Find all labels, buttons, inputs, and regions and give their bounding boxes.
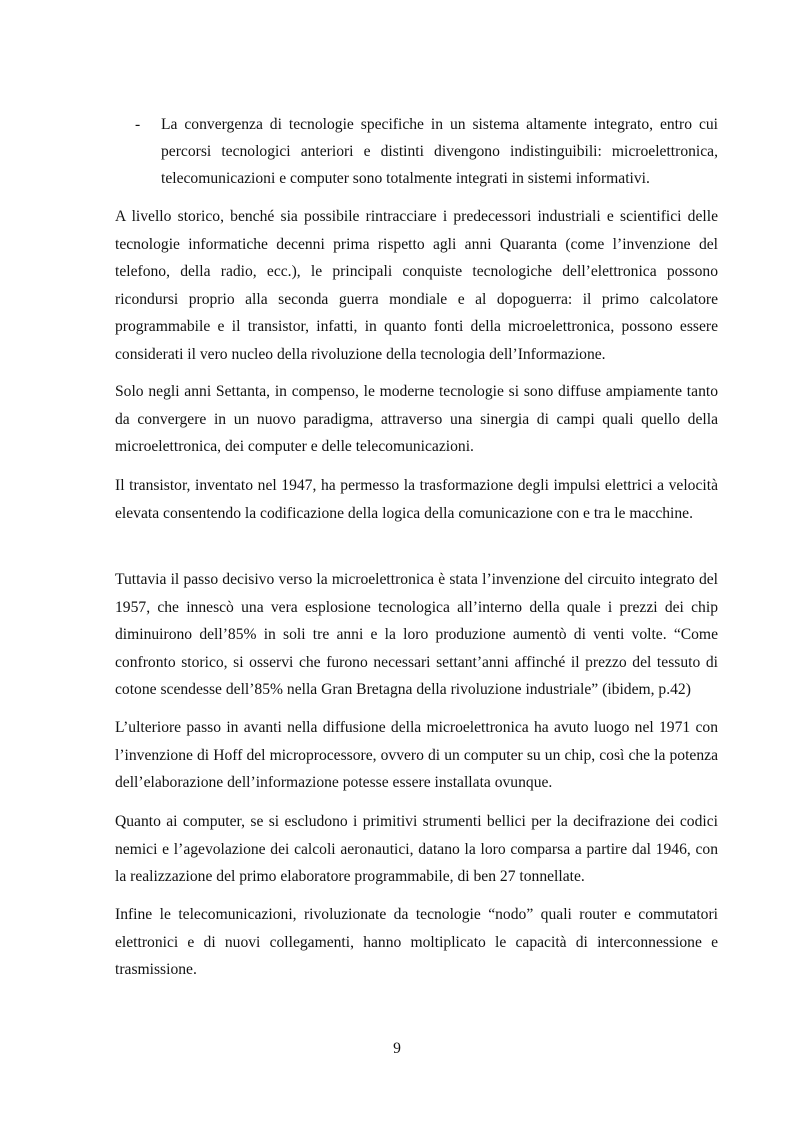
paragraph-historical-context: A livello storico, benché sia possibile rintracciare i predecessori industriali e scientifici delle tecnologie informatiche decenni prima rispetto agli anni Quaranta (come l’invenzione del telefono, della radio, ecc.), le principali conquiste tecnologiche dell’elettronica possono ricondursi proprio alla seconda guerra mondiale e al dopoguerra: il primo calcolatore programmabile e il transistor, infatti, in quanto fonti della microelettronica, possono essere considerati il vero nucleo della rivoluzione della tecnologia dell’Informazione.: [115, 208, 718, 363]
page-number: 9: [393, 1040, 401, 1057]
paragraph-integrated-circuit: Tuttavia il passo decisivo verso la microelettronica è stata l’invenzione del circuito integrato del 1957, che innescò una vera esplosione tecnologica all’interno della quale i prezzi dei chip diminuirono dell’85% in soli tre anni e la loro produzione aumentò di venti volte. “Come confronto storico, si osservi che furono necessari settant’anni affinché il prezzo del tessuto di cotone scendesse dell’85% nella Gran Bretagna della rivoluzione industriale” (ibidem, p.42): [115, 571, 718, 698]
bullet-marker: -: [135, 116, 141, 133]
paragraph-transistor: Il transistor, inventato nel 1947, ha permesso la trasformazione degli impulsi elettrici a velocità elevata consentendo la codificazione della logica della comunicazione con e tra le macchine.: [115, 477, 718, 522]
paragraph-microprocessor: L’ulteriore passo in avanti nella diffusione della microelettronica ha avuto luogo nel 1971 con l’invenzione di Hoff del microprocessore, ovvero di un computer su un chip, così che la potenza dell’elaborazione dell’informazione potesse essere installata ovunque.: [115, 719, 718, 791]
bullet-text: La convergenza di tecnologie specifiche in un sistema altamente integrato, entro cui percorsi tecnologici anteriori e distinti divengono indistinguibili: microelettronica, telecomunicazioni e computer sono totalmente integrati in sistemi informativi.: [161, 116, 718, 187]
paragraph-telecommunications: Infine le telecomunicazioni, rivoluzionate da tecnologie “nodo” quali router e commutatori elettronici e di nuovi collegamenti, hanno moltiplicato le capacità di interconnessione e trasmissione.: [115, 906, 718, 978]
paragraph-computers: Quanto ai computer, se si escludono i primitivi strumenti bellici per la decifrazione dei codici nemici e l’agevolazione dei calcoli aeronautici, datano la loro comparsa a partire dal 1946, con la realizzazione del primo elaboratore programmabile, di ben 27 tonnellate.: [115, 813, 718, 885]
paragraph-seventies: Solo negli anni Settanta, in compenso, le moderne tecnologie si sono diffuse ampiamente tanto da convergere in un nuovo paradigma, attraverso una sinergia di campi quali quello della microelettronica, dei computer e delle telecomunicazioni.: [115, 383, 718, 455]
